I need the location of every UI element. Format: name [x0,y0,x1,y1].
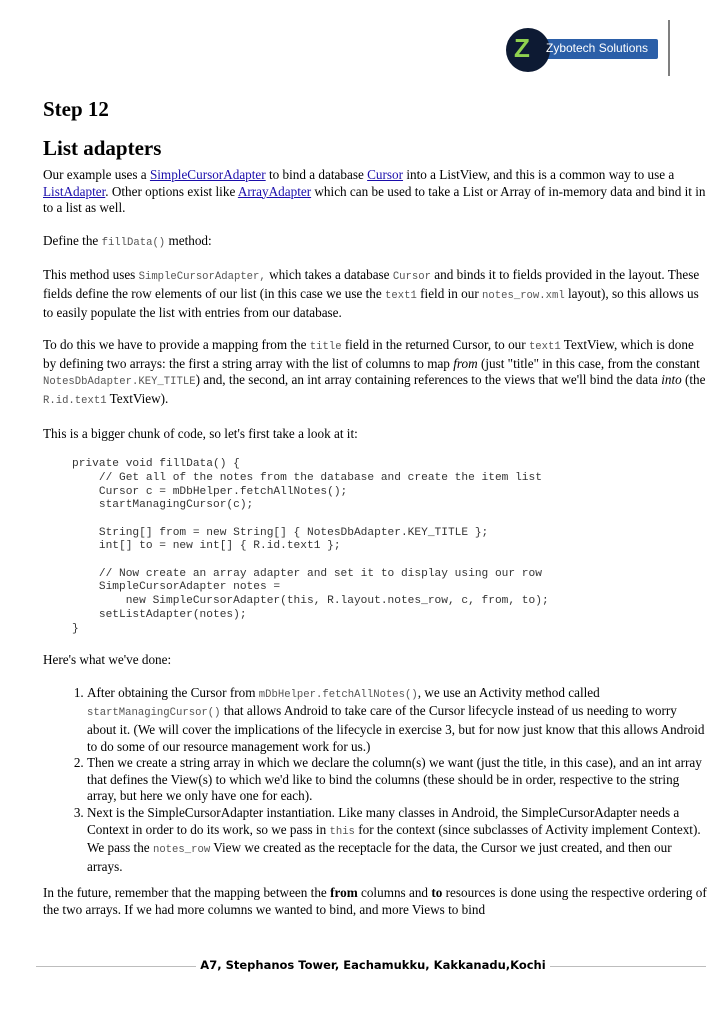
summary-intro-paragraph: Here's what we've done: [43,652,172,668]
header-divider [668,20,670,76]
code-line: } [72,622,79,635]
zybotech-logo [506,28,658,72]
list-item: 2. Then we create a string array in which we declare the column(s) we want (just the title, in this case), and an int array that defines the View(s) to which we'd like to bind the columns (these should be in order, respective to the string array, but here we only have one for each). [87,755,707,805]
inline-code: this [329,825,355,838]
closing-paragraph: In the future, remember that the mapping between the from columns and to resources is done using the respective ordering of the two arrays. If we had more columns we wanted to bind, and more Views to bind [43,885,707,917]
logo-brand-text: Zybotech Solutions [546,41,649,55]
step-title: Step 12 [43,97,109,121]
inline-code: fillData() [101,236,166,249]
inline-code: Cursor [392,271,431,284]
footer-address: A7, Stephanos Tower, Eachamukku, Kakkanadu,Kochi [200,958,546,972]
code-line: Cursor c = mDbHelper.fetchAllNotes(); [72,485,348,498]
list-item: 1. After obtaining the Cursor from mDbHelper.fetchAllNotes(), we use an Activity method called startManagingCursor() that allows Android to take care of the Cursor lifecycle instead of us needing to worry about it. (We will cover the implications of the lifecycle in exercise 3, but for now just know that this allows Android to do some of our resource management work for us.) [87,685,707,755]
inline-code: SimpleCursorAdapter, [138,271,266,284]
document-body [43,97,707,935]
define-method-paragraph: Define the fillData() method: [43,232,212,249]
inline-code: notes_row [152,844,211,857]
code-line: startManagingCursor(c); [72,499,254,512]
mapping-paragraph: To do this we have to provide a mapping from the title field in the returned Cursor, to our text1 TextView, which is done by defining two arrays: the first a string array with the list of columns to map from (just "title" in this case, from the constant NotesDbAdapter.KEY_TITLE) and, the second, an int array containing references to the views that we'll bind the data into (the R.id.text1 TextView). [43,337,706,407]
logo-letter: Z [514,33,530,63]
intro-paragraph: Our example uses a SimpleCursorAdapter to bind a database Cursor into a ListView, and this is a common way to use a ListAdapter. Other options exist like ArrayAdapter which can be used to take a List or Array of in-memory data and bind it in to a list as well. [43,167,706,216]
inline-code: R.id.text1 [43,394,107,407]
code-intro-paragraph: This is a bigger chunk of code, so let's first take a look at it: [43,425,358,441]
code-block [43,458,707,636]
footer-rule-left [36,966,196,967]
code-line: private void fillData() { [72,458,240,471]
link-cursor[interactable]: Cursor [367,167,404,182]
link-arrayadapter[interactable]: ArrayAdapter [237,183,312,199]
code-line: setListAdapter(notes); [72,608,247,621]
link-simplecursoradapter[interactable]: SimpleCursorAdapter [149,167,266,182]
code-line: // Now create an array adapter and set it to display using our row [72,567,542,580]
code-line: new SimpleCursorAdapter(this, R.layout.notes_row, c, from, to); [72,595,549,608]
inline-code: mDbHelper.fetchAllNotes() [258,688,418,701]
code-line: int[] to = new int[] { R.id.text1 }; [72,540,341,553]
section-title: List adapters [43,136,162,160]
list-item: 3. Next is the SimpleCursorAdapter instantiation. Like many classes in Android, the SimpleCursorAdapter needs a Context in order to do its work, so we pass in this for the context (since subclasses of Activity implement Context). We pass the notes_row View we created as the receptacle for the data, the Cursor we just created, and then our arrays. [87,805,707,875]
steps-list [43,685,707,876]
inline-code: text1 [528,341,561,354]
code-line: // Get all of the notes from the database and create the item list [72,471,542,484]
inline-code: startManagingCursor() [87,707,221,720]
method-description-paragraph: This method uses SimpleCursorAdapter, which takes a database Cursor and binds it to fields provided in the layout. These fields define the row elements of our list (in this case we use the text1 field in our notes_row.xml layout), so this allows us to easily populate the list with entries from our database. [43,267,700,320]
code-line: SimpleCursorAdapter notes = [72,581,281,594]
footer-rule-right [550,966,706,967]
inline-code: text1 [385,289,417,302]
link-listadapter[interactable]: ListAdapter [43,183,106,199]
inline-code: title [309,341,342,354]
inline-code: notes_row.xml [482,289,565,302]
code-line: String[] from = new String[] { NotesDbAdapter.KEY_TITLE }; [72,526,489,539]
inline-code: NotesDbAdapter.KEY_TITLE [43,376,196,389]
